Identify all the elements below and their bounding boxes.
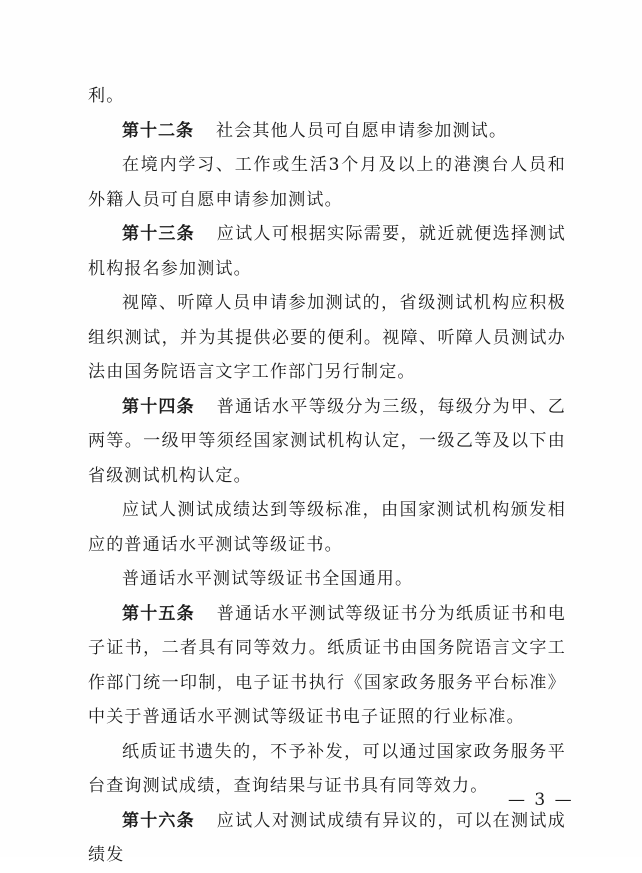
paragraph-text: 普通话水平测试等级证书全国通用。 [122, 569, 414, 589]
paragraph [88, 562, 566, 597]
paragraph-text: 纸质证书遗失的，不予补发，可以通过国家政务服务平台查询测试成绩，查询结果与证书具有同等效力。 [88, 741, 566, 796]
paragraph-text: 应试人测试成绩达到等级标准，由国家测试机构颁发相应的普通话水平测试等级证书。 [88, 500, 566, 555]
article-12-paragraph [88, 114, 566, 149]
paragraph-text: 利。 [88, 86, 125, 106]
paragraph-text: 在境内学习、工作或生活3个月及以上的港澳台人员和外籍人员可自愿申请参加测试。 [88, 155, 566, 210]
paragraph-continuation [88, 79, 566, 114]
paragraph-text: 应试人可根据实际需要，就近就便选择测试机构报名参加测试。 [88, 224, 566, 279]
article-13-paragraph [88, 217, 566, 286]
article-16-paragraph [88, 804, 566, 873]
article-heading: 第十六条 [122, 810, 195, 831]
page-number: — 3 — [508, 790, 574, 810]
paragraph-text: 社会其他人员可自愿申请参加测试。 [216, 120, 508, 141]
article-heading: 第十三条 [122, 224, 195, 244]
paragraph-text: 应试人对测试成绩有异议的，可以在测试成绩发 [88, 810, 566, 865]
article-heading: 第十四条 [122, 396, 195, 417]
paragraph [88, 735, 566, 804]
paragraph-text: 视障、听障人员申请参加测试的，省级测试机构应积极组织测试，并为其提供必要的便利。视障、听障人员测试办法由国务院语言文字工作部门另行制定。 [88, 293, 566, 382]
paragraph-text: 普通话水平等级分为三级，每级分为甲、乙两等。一级甲等须经国家测试机构认定，一级乙等及以下由省级测试机构认定。 [88, 396, 566, 486]
paragraph [88, 286, 566, 390]
paragraph [88, 148, 566, 217]
paragraph-text: 普通话水平测试等级证书分为纸质证书和电子证书，二者具有同等效力。纸质证书由国务院语言文字工作部门统一印制，电子证书执行《国家政务服务平台标准》中关于普通话水平测试等级证书电子证照的行业标准。 [88, 603, 566, 727]
article-heading: 第十五条 [122, 603, 195, 624]
article-heading: 第十二条 [122, 120, 194, 141]
article-15-paragraph [88, 597, 566, 735]
document-body [88, 79, 566, 873]
article-14-paragraph [88, 390, 566, 494]
paragraph [88, 493, 566, 562]
